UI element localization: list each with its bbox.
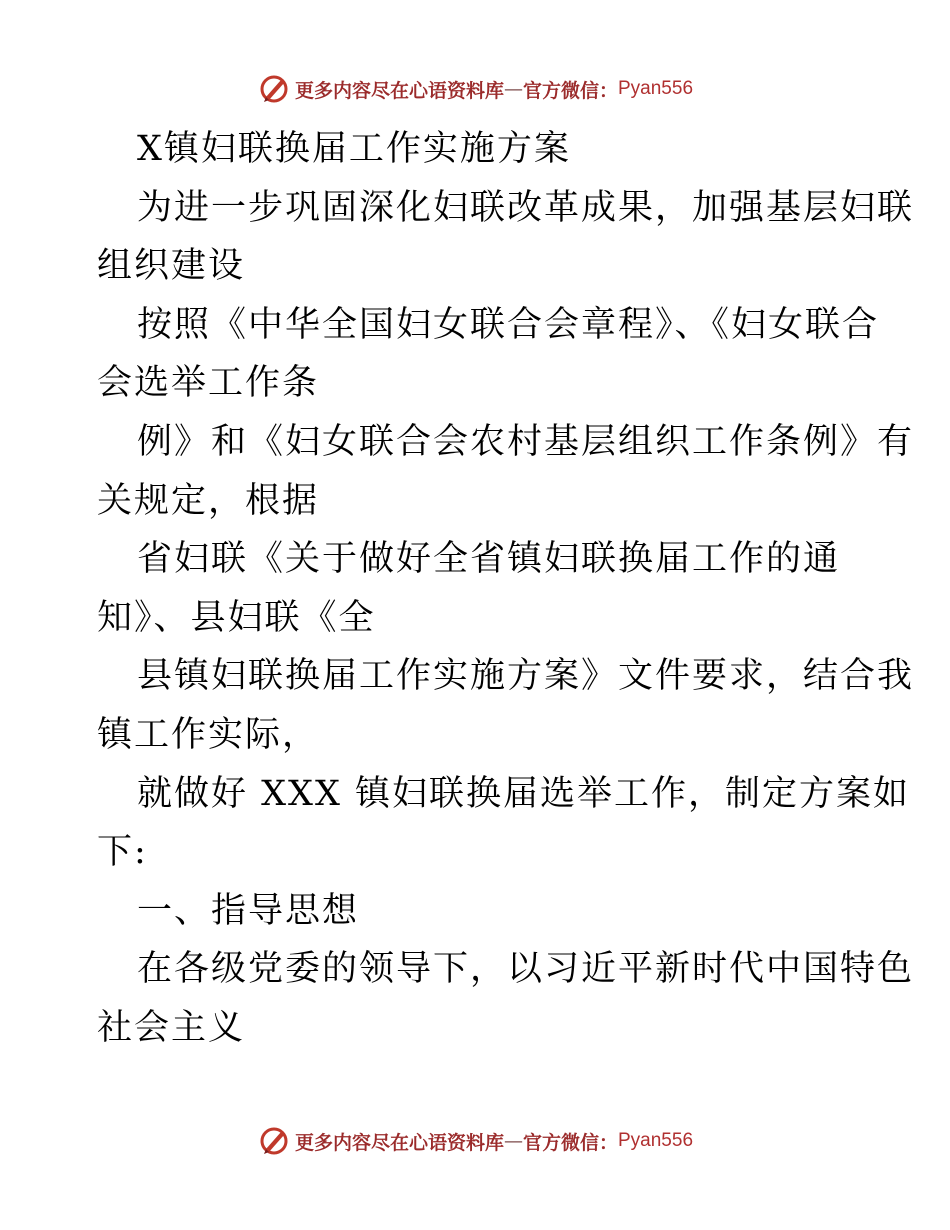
watermark-label: 官方微信： (522, 1131, 618, 1154)
watermark-footer (0, 1124, 950, 1158)
paragraph-line: 会选举工作条 (97, 363, 320, 404)
pen-logo-icon (257, 1124, 291, 1158)
watermark-header (0, 72, 950, 106)
paragraph-line: 镇工作实际， (97, 714, 320, 755)
paragraph-line: 关规定，根据 (97, 480, 320, 521)
paragraph-line: 知》、县妇联《全 (97, 597, 376, 638)
paragraph-line: 例》和《妇女联合会农村基层组织工作条例》有 (137, 421, 915, 462)
pen-logo-icon (257, 72, 291, 106)
watermark-main-text: 更多内容尽在心语资料库 (294, 1131, 504, 1154)
watermark-wechat-id: Pyan556 (618, 78, 694, 99)
watermark-label: 官方微信： (522, 79, 618, 102)
paragraph-line: 县镇妇联换届工作实施方案》文件要求，结合我 (137, 656, 915, 697)
paragraph-line: 为进一步巩固深化妇联改革成果，加强基层妇联 (137, 187, 915, 228)
paragraph-line: 组织建设 (97, 246, 246, 287)
watermark-dash: — (503, 1130, 523, 1152)
paragraph-line: 在各级党委的领导下，以习近平新时代中国特色 (137, 949, 915, 990)
section-heading: 一、指导思想 (137, 890, 360, 931)
document-title: X镇妇联换届工作实施方案 (137, 129, 571, 169)
paragraph-line: 省妇联《关于做好全省镇妇联换届工作的通 (137, 539, 841, 580)
paragraph-line: 按照《中华全国妇女联合会章程》、《妇女联合 (137, 304, 880, 345)
watermark-main-text: 更多内容尽在心语资料库 (294, 79, 504, 102)
watermark-wechat-id: Pyan556 (618, 1130, 694, 1151)
paragraph-line: 社会主义 (97, 1007, 246, 1048)
paragraph-line: 下: (97, 832, 148, 873)
watermark-dash: — (503, 78, 523, 100)
document-body (97, 120, 915, 1058)
paragraph-line: 就做好 XXX 镇妇联换届选举工作，制定方案如 (137, 773, 911, 814)
